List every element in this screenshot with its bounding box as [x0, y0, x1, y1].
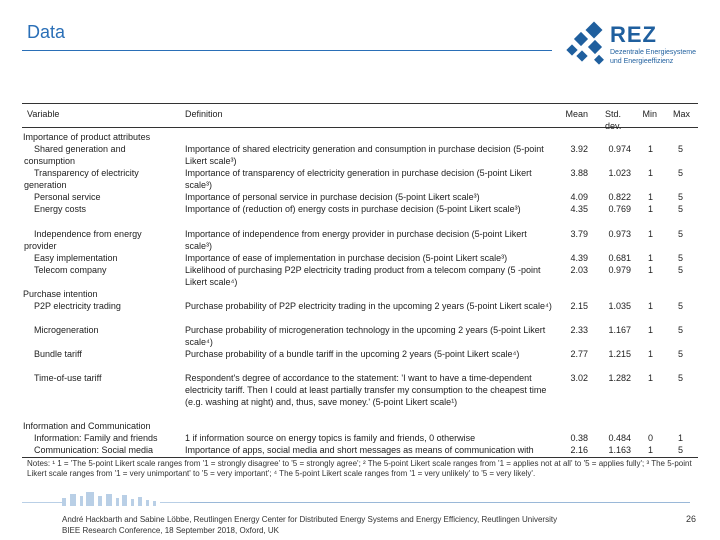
logo-subtitle-line1: Dezentrale Energiesysteme — [610, 49, 696, 56]
table-row-max: 5 — [677, 144, 683, 154]
table-row-mean: 3.79 — [570, 229, 588, 239]
table-row-std: 0.822 — [608, 192, 631, 202]
table-row-min: 1 — [647, 349, 653, 359]
table-header-rule — [22, 127, 698, 128]
slide-title: Data — [27, 22, 66, 42]
footer — [62, 514, 557, 536]
table-notes: Notes: ¹ 1 = 'The 5-point Likert scale ranges from '1 = strongly disagree' to '5 = strongly agree'; ² The 5-point Likert scale ranges from '1 = applies not at all' to '5 = applies fully'; ³ The 5-point Likert scale ranges from '1 = very unimportant' to '5 = very important'; ⁴ The 5-point Likert scale ranges from '1 = very unlikely' to '5 = very likely'. — [27, 459, 692, 478]
table-row-variable: Communication: Social media — [34, 445, 154, 455]
table-row-variable: Information: Family and friends — [34, 433, 158, 443]
table-row-std: 1.167 — [608, 325, 631, 335]
table-row-std: 0.973 — [608, 229, 631, 239]
table-row-max: 5 — [677, 192, 683, 202]
table-row-definition: Importance of (reduction of) energy costs in purchase decision (5-point Likert scale³) — [185, 204, 521, 214]
table-row-definition: Purchase probability of a bundle tariff in the upcoming 2 years (5-point Likert scale⁴) — [185, 349, 520, 359]
table-row-min: 1 — [647, 373, 653, 383]
table-row-max: 5 — [677, 301, 683, 311]
table-row-mean: 3.02 — [570, 373, 588, 383]
table-row-variable: Microgeneration — [34, 325, 99, 335]
table-row-definition: Importance of independence from energy provider in purchase decision (5-point Likert scale³) — [185, 229, 527, 251]
table-row-mean: 4.39 — [570, 253, 588, 263]
table-row-variable: Time-of-use tariff — [34, 373, 102, 383]
table-row-variable: Bundle tariff — [34, 349, 82, 359]
table-row-std: 0.681 — [608, 253, 631, 263]
footer-conference: BIEE Research Conference, 18 September 2018, Oxford, UK — [62, 526, 280, 535]
table-row-variable: Personal service — [34, 192, 101, 202]
table-row-max: 5 — [677, 349, 683, 359]
group-heading: Importance of product attributes — [23, 132, 151, 142]
table-row-max: 5 — [677, 168, 683, 178]
table-row-max: 5 — [677, 373, 683, 383]
table-row-min: 1 — [647, 229, 653, 239]
table-row-std: 1.282 — [608, 373, 631, 383]
table-row-std: 0.769 — [608, 204, 631, 214]
table-row-mean: 4.09 — [570, 192, 588, 202]
table-row-std: 1.215 — [608, 349, 631, 359]
table-row-mean: 2.77 — [570, 349, 588, 359]
logo-subtitle-line2: und Energieeffizienz — [610, 58, 674, 65]
logo-name: REZ — [610, 22, 657, 47]
table-row-min: 0 — [647, 433, 653, 443]
table-row-std: 0.974 — [608, 144, 631, 154]
table-row-definition: Importance of personal service in purchase decision (5-point Likert scale³) — [185, 192, 480, 202]
table-row-mean: 3.88 — [570, 168, 588, 178]
header-max: Max — [672, 109, 690, 119]
table-row-definition: 1 if information source on energy topics is family and friends, 0 otherwise — [185, 433, 476, 443]
table-row-max: 5 — [677, 325, 683, 335]
table-row-definition: Importance of apps, social media and short messages as means of communication with — [185, 445, 534, 455]
table-row-std: 1.035 — [608, 301, 631, 311]
table-row-variable: Easy implementation — [34, 253, 118, 263]
table-row-min: 1 — [647, 325, 653, 335]
header-mean: Mean — [565, 109, 588, 119]
table-row-definition: Importance of shared electricity generation and consumption in purchase decision (5-point Likert scale³) — [185, 144, 544, 166]
table-row-max: 1 — [677, 433, 683, 443]
title-rule — [22, 50, 552, 51]
table-row-min: 1 — [647, 204, 653, 214]
table-row-variable: Telecom company — [34, 265, 107, 275]
table-row-definition: Purchase probability of P2P electricity trading in the upcoming 2 years (5-point Likert scale⁴) — [185, 301, 552, 311]
table-row-mean: 2.33 — [570, 325, 588, 335]
table-bottom-rule — [22, 457, 698, 458]
table-row-std: 0.484 — [608, 433, 631, 443]
table-row-mean: 0.38 — [570, 433, 588, 443]
table-row-variable: Independence from energy provider — [24, 229, 142, 251]
table-row-definition: Respondent's degree of accordance to the statement: 'I want to have a time-dependent electricity tariff. Then I could at least partially transfer my consumption to the cheapest time (e.g. washing at night) and, thus, save money.' (5-point Likert scale¹) — [185, 373, 547, 407]
table-row-variable: P2P electricity trading — [34, 301, 121, 311]
table-row-min: 1 — [647, 168, 653, 178]
footer-authors: André Hackbarth and Sabine Löbbe, Reutlingen Energy Center for Distributed Energy Systems and Energy Efficiency, Reutlingen University — [62, 515, 558, 524]
table-row-min: 1 — [647, 192, 653, 202]
table-row-min: 1 — [647, 445, 653, 455]
table-row-mean: 2.16 — [570, 445, 588, 455]
group-heading: Information and Communication — [23, 421, 151, 431]
table-row-max: 5 — [677, 229, 683, 239]
header-min: Min — [642, 109, 657, 119]
table-row-min: 1 — [647, 144, 653, 154]
header-variable: Variable — [27, 109, 60, 119]
table-row-mean: 3.92 — [570, 144, 588, 154]
group-heading: Purchase intention — [23, 289, 98, 299]
table-row-mean: 2.03 — [570, 265, 588, 275]
table-row-definition: Likelihood of purchasing P2P electricity trading product from a telecom company (5 -point Likert scale⁴) — [185, 265, 541, 287]
footer-decoration-icon — [22, 490, 192, 510]
table-row-min: 1 — [647, 265, 653, 275]
table-row-max: 5 — [677, 445, 683, 455]
table-row-variable: Transparency of electricity generation — [24, 168, 139, 190]
table-row-variable: Shared generation and consumption — [24, 144, 126, 166]
table-row-definition: Purchase probability of microgeneration technology in the upcoming 2 years (5-point Likert scale⁴) — [185, 325, 546, 347]
table-row-std: 1.023 — [608, 168, 631, 178]
header-definition: Definition — [185, 109, 223, 119]
table-row-definition: Importance of ease of implementation in purchase decision (5-point Likert scale³) — [185, 253, 508, 263]
table-row-std: 0.979 — [608, 265, 631, 275]
table-row-variable: Energy costs — [34, 204, 87, 214]
table-row-std: 1.163 — [608, 445, 631, 455]
table-row-mean: 2.15 — [570, 301, 588, 311]
header-std: Std. dev. — [605, 109, 622, 131]
table-top-rule — [22, 103, 698, 104]
table-row-max: 5 — [677, 253, 683, 263]
table-row-min: 1 — [647, 253, 653, 263]
page-number: 26 — [686, 514, 697, 524]
table-row-mean: 4.35 — [570, 204, 588, 214]
table-row-max: 5 — [677, 265, 683, 275]
table-row-definition: Importance of transparency of electricity generation in purchase decision (5-point Likert scale³) — [185, 168, 532, 190]
table-row-max: 5 — [677, 204, 683, 214]
table-row-min: 1 — [647, 301, 653, 311]
footer-rule — [190, 502, 690, 503]
logo-subtitle — [610, 48, 720, 66]
